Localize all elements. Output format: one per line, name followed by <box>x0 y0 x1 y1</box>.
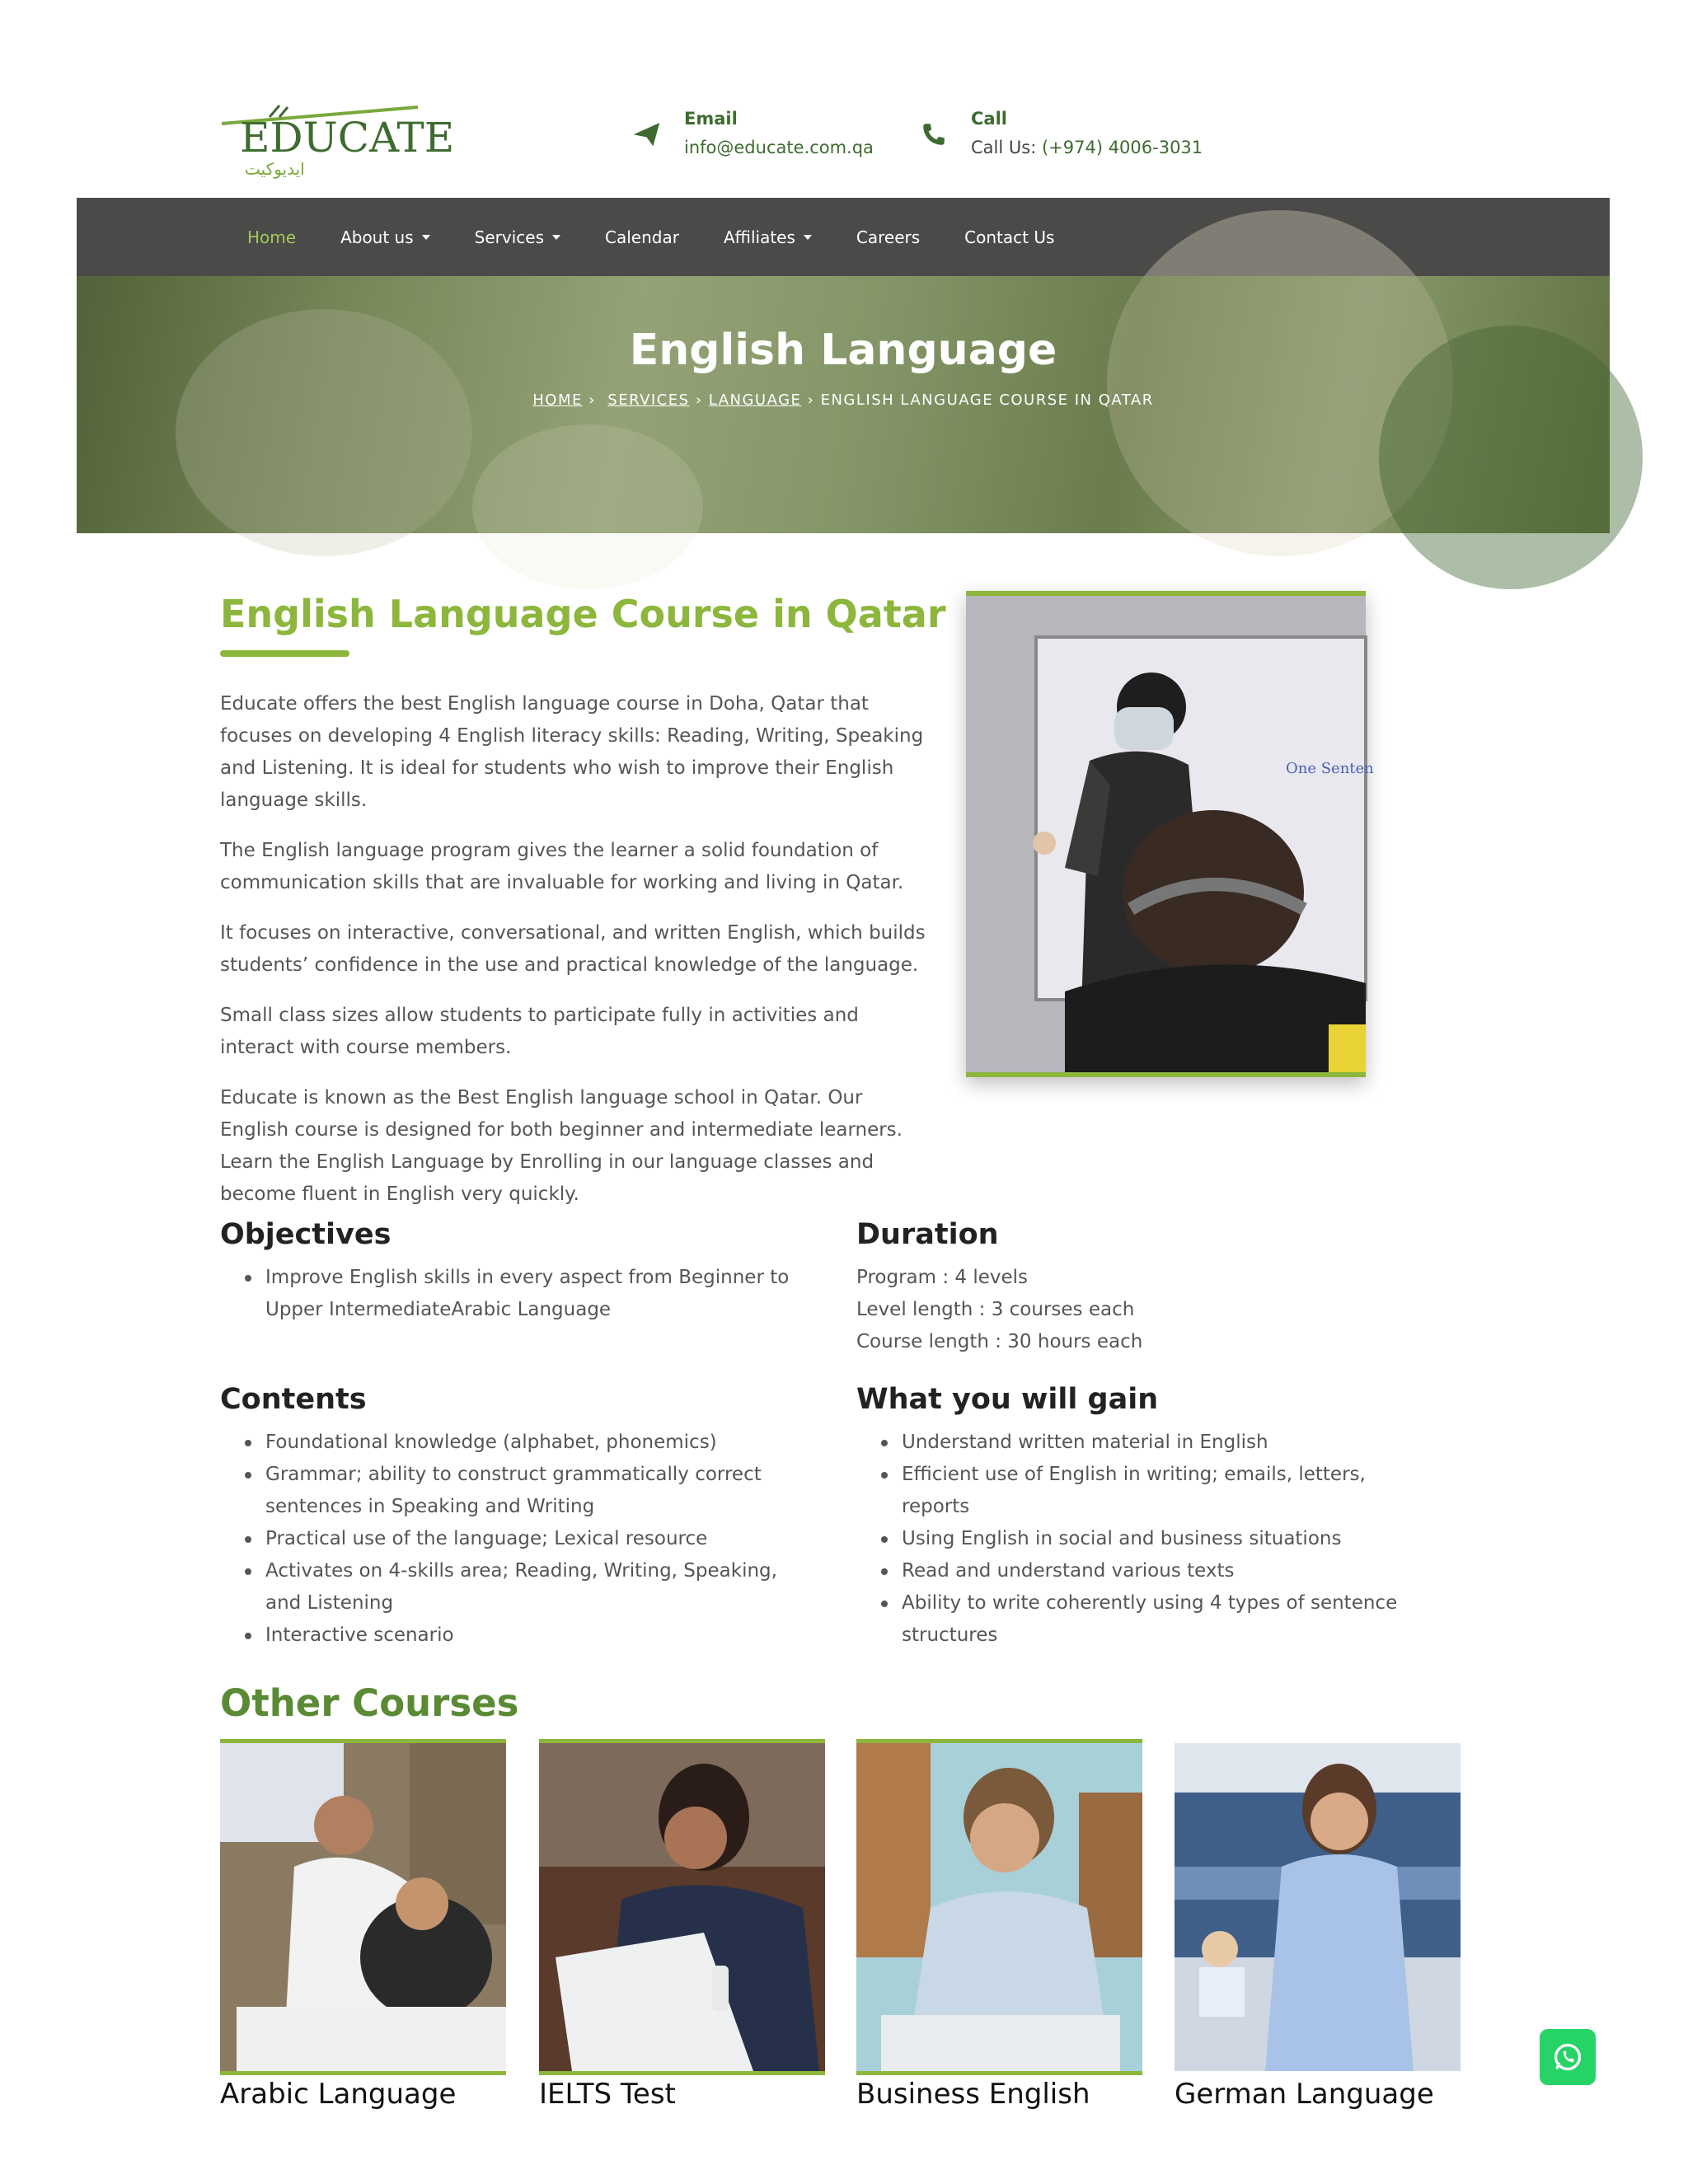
nav-item-services[interactable]: Services <box>475 227 560 247</box>
course-name[interactable]: Business English <box>856 2078 1090 2111</box>
paper-plane-icon <box>633 120 666 153</box>
list-item: Grammar; ability to construct grammatically correct sentences in Speaking and Writing <box>220 1459 814 1523</box>
duration-program: Program : 4 levels <box>856 1267 1029 1288</box>
course-card-german[interactable] <box>1175 1739 1461 2111</box>
intro-text <box>220 688 929 1229</box>
duration-course: Course length : 30 hours each <box>856 1331 1143 1352</box>
whatsapp-icon <box>1550 2040 1585 2074</box>
course-card-ielts[interactable] <box>539 1739 825 2111</box>
hero-banner <box>77 276 1610 533</box>
intro-paragraph: It focuses on interactive, conversational, and written English, which builds students’ confidence in the use and practical knowledge of the language. <box>220 922 926 976</box>
phone-link[interactable]: (+974) 4006-3031 <box>1041 138 1203 157</box>
caret-down-icon <box>552 235 560 240</box>
list-item: Understand written material in English <box>856 1427 1433 1459</box>
course-image[interactable] <box>539 1739 825 2075</box>
page-title: English Language Course in Qatar <box>220 592 946 636</box>
duration-heading: Duration <box>856 1218 999 1251</box>
list-item: Foundational knowledge (alphabet, phonemics) <box>220 1427 814 1459</box>
breadcrumb-current: ENGLISH LANGUAGE COURSE IN QATAR <box>820 391 1154 409</box>
logo-arabic: ايديوكيت <box>245 159 305 179</box>
objectives-heading: Objectives <box>220 1218 392 1251</box>
logo[interactable] <box>220 99 455 181</box>
course-name[interactable]: German Language <box>1175 2078 1434 2111</box>
list-item: Interactive scenario <box>220 1619 814 1652</box>
nav-item-about-us[interactable]: About us <box>340 227 430 247</box>
call-label: Call <box>971 109 1007 129</box>
course-card-business-english[interactable] <box>856 1739 1142 2111</box>
list-item: Ability to write coherently using 4 types of sentence structures <box>856 1587 1433 1652</box>
course-image[interactable] <box>1175 1739 1461 2075</box>
title-underline <box>220 650 349 657</box>
course-image[interactable] <box>856 1739 1142 2075</box>
call-line <box>971 132 1203 163</box>
chevron-right-icon: › <box>588 391 596 409</box>
email-link[interactable]: info@educate.com.qa <box>684 138 874 157</box>
breadcrumb-home[interactable]: HOME <box>532 391 583 409</box>
course-name[interactable]: Arabic Language <box>220 2078 457 2111</box>
call-prefix: Call Us: <box>971 138 1037 157</box>
other-courses-heading: Other Courses <box>220 1681 519 1725</box>
nav-item-careers[interactable]: Careers <box>856 227 921 247</box>
nav-item-contact-us[interactable]: Contact Us <box>964 227 1055 247</box>
intro-paragraph: Educate offers the best English language course in Doha, Qatar that focuses on developing 4 English literacy skills: Reading, Writing, Speaking and Listening. It is ideal for students who wish to improve their English language skills. <box>220 693 924 811</box>
educate-logo <box>220 99 455 181</box>
contents-heading: Contents <box>220 1383 367 1416</box>
phone-icon <box>920 120 953 153</box>
chevron-right-icon: › <box>695 391 703 409</box>
course-name[interactable]: IELTS Test <box>539 2078 676 2111</box>
caret-down-icon <box>804 235 812 240</box>
call-contact <box>920 105 1203 163</box>
teacher-photo <box>966 591 1374 1077</box>
list-item: Activates on 4-skills area; Reading, Writing, Speaking, and Listening <box>220 1555 814 1619</box>
gain-heading: What you will gain <box>856 1383 1159 1416</box>
breadcrumb-services[interactable]: SERVICES <box>607 391 690 409</box>
whatsapp-button[interactable] <box>1540 2029 1596 2085</box>
list-item: Efficient use of English in writing; emails, letters, reports <box>856 1459 1433 1523</box>
nav-item-calendar[interactable]: Calendar <box>605 227 679 247</box>
intro-paragraph: Small class sizes allow students to participate fully in activities and interact with course members. <box>220 1005 859 1058</box>
chevron-right-icon: › <box>807 391 815 409</box>
logo-text: EDUCATE <box>240 114 455 162</box>
breadcrumb <box>77 391 1610 409</box>
email-label: Email <box>684 109 738 129</box>
hero-title: English Language <box>629 326 1057 375</box>
contents-list <box>220 1427 814 1652</box>
list-item: Practical use of the language; Lexical resource <box>220 1523 814 1555</box>
list-item: Read and understand various texts <box>856 1555 1433 1587</box>
intro-paragraph: Educate is known as the Best English language school in Qatar. Our English course is designed for both beginner and intermediate learners. Learn the English Language by Enrolling in our language classes and become fluent in English very quickly. <box>220 1087 903 1205</box>
nav-menu <box>247 198 1099 276</box>
svg-text:One Senten: One Senten <box>1286 760 1374 777</box>
breadcrumb-language[interactable]: LANGUAGE <box>708 391 802 409</box>
objectives-list <box>220 1262 830 1326</box>
duration-details <box>856 1262 1433 1358</box>
gain-list <box>856 1427 1433 1652</box>
list-item: Using English in social and business situations <box>856 1523 1433 1555</box>
email-contact <box>633 105 874 163</box>
caret-down-icon <box>422 235 430 240</box>
nav-item-affiliates[interactable]: Affiliates <box>724 227 812 247</box>
course-image[interactable] <box>220 1739 506 2075</box>
course-card-arabic[interactable] <box>220 1739 506 2111</box>
list-item: Improve English skills in every aspect from Beginner to Upper IntermediateArabic Language <box>220 1262 830 1326</box>
nav-item-home[interactable]: Home <box>247 227 297 247</box>
intro-paragraph: The English language program gives the learner a solid foundation of communication skills that are invaluable for working and living in Qatar. <box>220 840 904 893</box>
duration-level: Level length : 3 courses each <box>856 1299 1135 1320</box>
